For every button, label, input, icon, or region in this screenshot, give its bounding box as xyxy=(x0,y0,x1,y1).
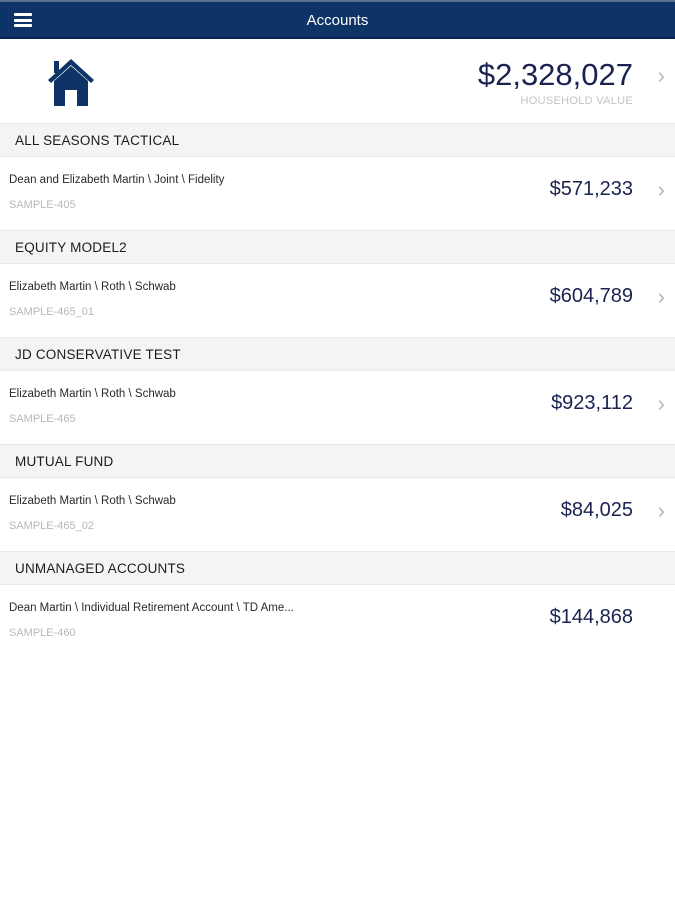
chevron-right-icon: › xyxy=(657,498,665,523)
top-nav-bar xyxy=(0,0,675,39)
account-value: $604,789 xyxy=(549,285,633,307)
account-row[interactable] xyxy=(0,478,675,551)
account-row[interactable] xyxy=(0,157,675,230)
account-value: $84,025 xyxy=(560,499,633,521)
page-title: Accounts xyxy=(306,12,369,29)
chevron-right-icon: › xyxy=(657,391,665,416)
account-id: SAMPLE-460 xyxy=(9,627,76,639)
house-icon xyxy=(46,56,96,108)
account-description: Elizabeth Martin \ Roth \ Schwab xyxy=(9,281,176,293)
account-description: Elizabeth Martin \ Roth \ Schwab xyxy=(9,388,176,400)
account-row[interactable] xyxy=(0,264,675,337)
account-id: SAMPLE-465_01 xyxy=(9,306,94,318)
household-summary[interactable] xyxy=(0,39,675,123)
account-row[interactable] xyxy=(0,371,675,444)
chevron-right-icon: › xyxy=(657,284,665,309)
account-row xyxy=(0,585,675,658)
account-id: SAMPLE-405 xyxy=(9,199,76,211)
household-value: $2,328,027 xyxy=(477,57,633,92)
account-description: Elizabeth Martin \ Roth \ Schwab xyxy=(9,495,176,507)
account-id: SAMPLE-465_02 xyxy=(9,520,94,532)
account-value: $571,233 xyxy=(549,178,633,200)
account-value: $144,868 xyxy=(549,606,633,628)
account-value: $923,112 xyxy=(551,392,633,414)
account-description: Dean Martin \ Individual Retirement Account \ TD Ame... xyxy=(9,602,294,614)
group-header: EQUITY MODEL2 xyxy=(0,230,675,264)
household-value-label: HOUSEHOLD VALUE xyxy=(520,95,633,107)
account-description: Dean and Elizabeth Martin \ Joint \ Fidelity xyxy=(9,174,225,186)
group-header: ALL SEASONS TACTICAL xyxy=(0,123,675,157)
group-header: UNMANAGED ACCOUNTS xyxy=(0,551,675,585)
chevron-right-icon: › xyxy=(657,63,665,88)
account-id: SAMPLE-465 xyxy=(9,413,76,425)
accounts-list xyxy=(0,123,675,658)
group-header: MUTUAL FUND xyxy=(0,444,675,478)
chevron-right-icon: › xyxy=(657,177,665,202)
group-header: JD CONSERVATIVE TEST xyxy=(0,337,675,371)
